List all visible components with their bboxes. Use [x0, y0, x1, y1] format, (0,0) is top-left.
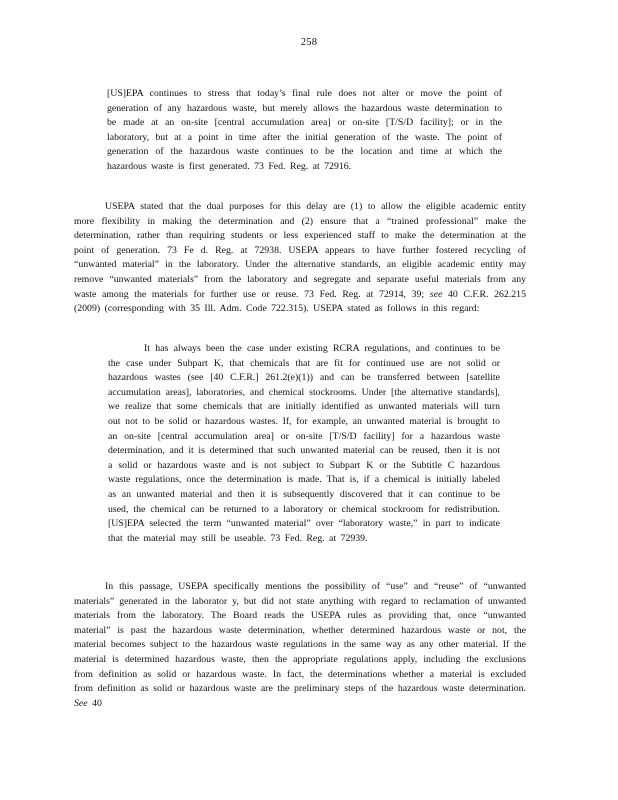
- paragraph-in-this-passage: [74, 580, 526, 711]
- paragraph-usepa-dual-purposes: [74, 200, 526, 317]
- signal-see: see: [429, 288, 443, 300]
- paragraph-text: 40 C.F.R. 262.215 (2009) (corresponding with 35 Ill. Adm. Code 722.315). USEPA stated as follows in this regard:: [74, 288, 526, 315]
- paragraph-text: USEPA stated that the dual purposes for this delay are (1) to allow the eligible academic entity more flexibility in making the determination and (2) ensure that a “trained professional” make the determination, rather than requiring students or less experienced staff to make the determination at the point of generation. 73 Fe d. Reg. at 72938. USEPA appears to have further fostered recycling of “unwanted material” in the laboratory. Under the alternative standards, an eligible academic entity may remove “unwanted materials” from the laboratory and segregate and separate useful materials from any waste among the materials for further use or reuse. 73 Fed. Reg. at 72914, 39;: [74, 201, 526, 300]
- paragraph-text: 40: [92, 697, 102, 709]
- signal-see: See: [74, 697, 88, 709]
- block-quote-main: It has always been the case under existing RCRA regulations, and continues to be the case under Subpart K, that chemicals that are fit for continued use are not solid or hazardous wastes (see [40 C.F.R.] 261.2(e)(1)) and can be transferred between [satellite accumulation areas], laboratories, and chemical stockrooms. Under [the alternative standards], we realize that some chemicals that are initially identified as unwanted materials will turn out not to be solid or hazardous wastes. If, for example, an unwanted material is brought to an on-site [central accumulation area] or on-site [T/S/D facility] for a hazardous waste determination, and it is determined that such unwanted material can be reused, then it is not a solid or hazardous waste and is not subject to Subpart K or the Subtitle C hazardous waste regulations, once the determination is made. That is, if a chemical is initially labeled as an unwanted material and then it is subsequently discovered that it can continue to be used, the chemical can be returned to a laboratory or chemical stockroom for redistribution. [US]EPA selected the term “unwanted material” over “laboratory waste,” in part to indicate that the material may still be useable. 73 Fed. Reg. at 72939.: [108, 343, 500, 544]
- block-quote-top: [US]EPA continues to stress that today’s final rule does not alter or move the point of generation of any hazardous waste, but merely allows the hazardous waste determination to be made at an on-site [central accumulation area] or on-site [T/S/D facility]; or in the laboratory, but at a point in time after the initial generation of the waste. The point of generation of the hazardous waste continues to be the location and time at which the hazardous waste is first generated. 73 Fed. Reg. at 72916.: [107, 88, 502, 172]
- page-number: 258: [300, 37, 318, 48]
- paragraph-text: In this passage, USEPA specifically mentions the possibility of “use” and “reuse” of “unwanted materials” generated in the laborator y, but did not state anything with regard to reclamation of unwanted materials from the laboratory. The Board reads the USEPA rules as providing that, once “unwanted material” is past the hazardous waste determination, whether determined hazardous waste or not, the material becomes subject to the hazardous waste regulations in the same way as any other material. If the material is determined hazardous waste, then the appropriate regulations apply, including the exclusions from definition as solid or hazardous waste. In fact, the determinations whether a material is excluded from definition as solid or hazardous waste are the preliminary steps of the hazardous waste determination.: [74, 581, 526, 695]
